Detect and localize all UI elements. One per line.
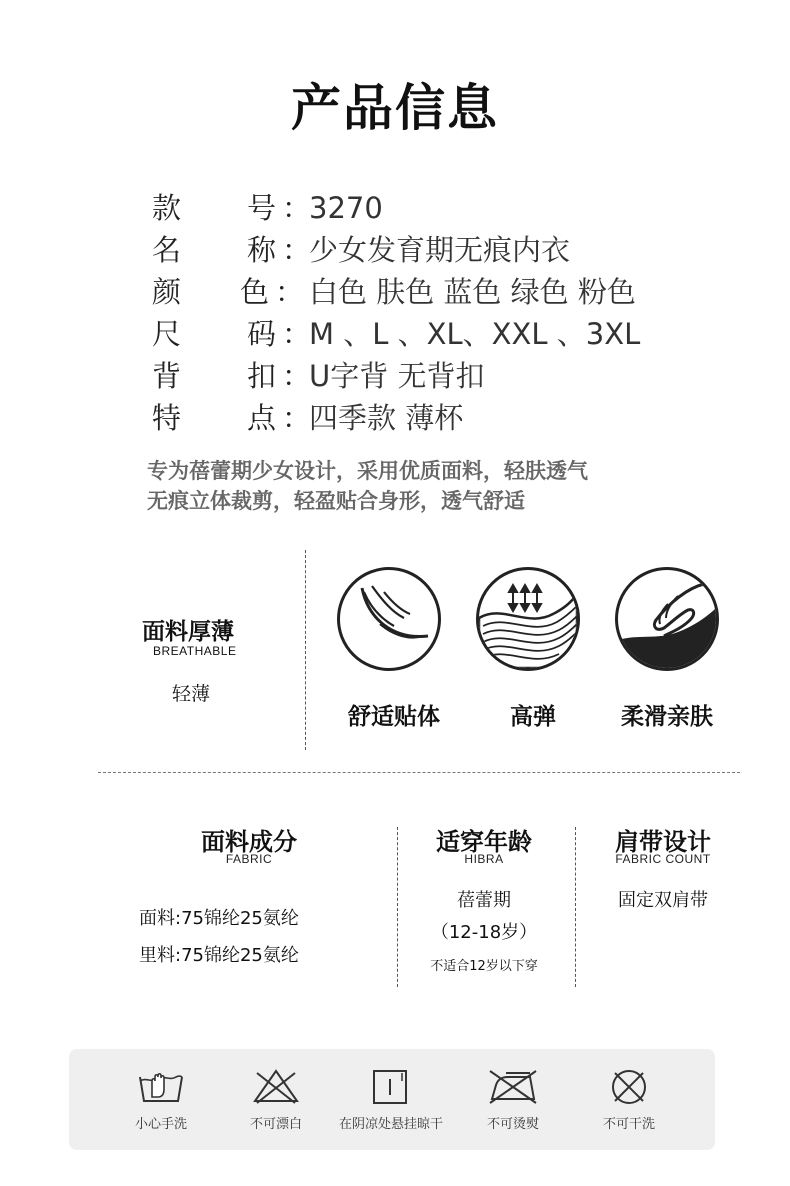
spec-key-char-1: 特 xyxy=(152,401,182,435)
spec-colon: ： xyxy=(282,191,312,225)
age-note: 不适合12岁以下穿 xyxy=(430,959,538,974)
page-title: 产品信息 xyxy=(291,79,499,137)
column-divider xyxy=(575,827,576,987)
thickness-value: 轻薄 xyxy=(172,683,211,705)
care-label: 小心手洗 xyxy=(134,1117,187,1132)
fabric-lining: 里料:75锦纶25氨纶 xyxy=(139,945,299,966)
fabric-subtitle: FABRIC xyxy=(225,852,273,866)
care-label: 不可烫熨 xyxy=(486,1117,539,1132)
spec-value: 白色 肤色 蓝色 绿色 粉色 xyxy=(309,275,636,309)
horizontal-divider xyxy=(98,772,740,773)
spec-value: 3270 xyxy=(309,191,383,225)
hand-touch-icon xyxy=(615,567,719,671)
age-stage: 蓓蕾期 xyxy=(457,890,511,911)
age-range: （12-18岁） xyxy=(430,922,538,943)
care-label: 不可干洗 xyxy=(602,1117,655,1132)
spec-key-char-1: 尺 xyxy=(152,317,182,351)
care-item-no-iron xyxy=(453,1049,573,1132)
care-instructions-panel xyxy=(69,1049,715,1150)
description-line-1: 专为蓓蕾期少女设计，采用优质面料，轻肤透气 xyxy=(147,459,588,483)
spec-key-char-2: 号 xyxy=(247,191,277,225)
care-item-hand-wash xyxy=(101,1049,221,1132)
hand-wash-icon xyxy=(136,1067,186,1107)
care-label: 不可漂白 xyxy=(249,1117,302,1132)
thickness-title: 面料厚薄 xyxy=(142,619,234,645)
fabric-title: 面料成分 xyxy=(201,828,297,856)
spec-value: U字背 无背扣 xyxy=(309,359,485,393)
spec-value: 少女发育期无痕内衣 xyxy=(309,233,571,267)
care-item-no-bleach xyxy=(216,1049,336,1132)
no-bleach-icon xyxy=(251,1067,301,1107)
strap-value: 固定双肩带 xyxy=(618,890,708,911)
spec-colon: ： xyxy=(282,401,312,435)
care-item-line-dry xyxy=(331,1049,451,1132)
spec-key-char-2: 扣 xyxy=(247,359,277,393)
feather-icon xyxy=(337,567,441,671)
fabric-outer: 面料:75锦纶25氨纶 xyxy=(139,908,299,929)
spec-key-char-1: 名 xyxy=(152,233,182,267)
column-divider xyxy=(397,827,398,987)
spec-colon: ： xyxy=(282,317,312,351)
no-dry-clean-icon xyxy=(604,1067,654,1107)
vertical-divider xyxy=(305,550,306,750)
spec-value: M 、L 、XL、XXL 、3XL xyxy=(309,317,641,351)
care-item-no-dry-clean xyxy=(569,1049,689,1132)
strap-title: 肩带设计 xyxy=(615,828,711,856)
no-iron-icon xyxy=(486,1067,540,1107)
spec-key-char-1: 背 xyxy=(152,359,182,393)
stretch-waves-icon xyxy=(476,567,580,671)
thickness-subtitle: BREATHABLE xyxy=(153,644,237,658)
feature-label-comfort: 舒适贴体 xyxy=(348,704,440,730)
spec-value: 四季款 薄杯 xyxy=(309,401,464,435)
spec-colon: ： xyxy=(282,359,312,393)
spec-colon: ： xyxy=(282,233,312,267)
strap-subtitle: FABRIC COUNT xyxy=(615,852,711,866)
spec-key-char-1: 款 xyxy=(152,191,182,225)
spec-key-char-2: 色 xyxy=(240,275,270,309)
spec-key-char-2: 码 xyxy=(247,317,277,351)
spec-key-char-1: 颜 xyxy=(152,275,182,309)
spec-key-char-2: 点 xyxy=(247,401,277,435)
age-title: 适穿年龄 xyxy=(436,828,532,856)
feature-label-smooth: 柔滑亲肤 xyxy=(621,704,713,730)
spec-colon: ： xyxy=(275,275,305,309)
description-line-2: 无痕立体裁剪，轻盈贴合身形，透气舒适 xyxy=(147,489,525,513)
feature-label-elastic: 高弹 xyxy=(510,704,556,730)
line-dry-shade-icon xyxy=(366,1067,416,1107)
care-label: 在阴凉处悬挂晾干 xyxy=(338,1117,443,1132)
spec-key-char-2: 称 xyxy=(247,233,277,267)
age-subtitle: HIBRA xyxy=(464,852,504,866)
